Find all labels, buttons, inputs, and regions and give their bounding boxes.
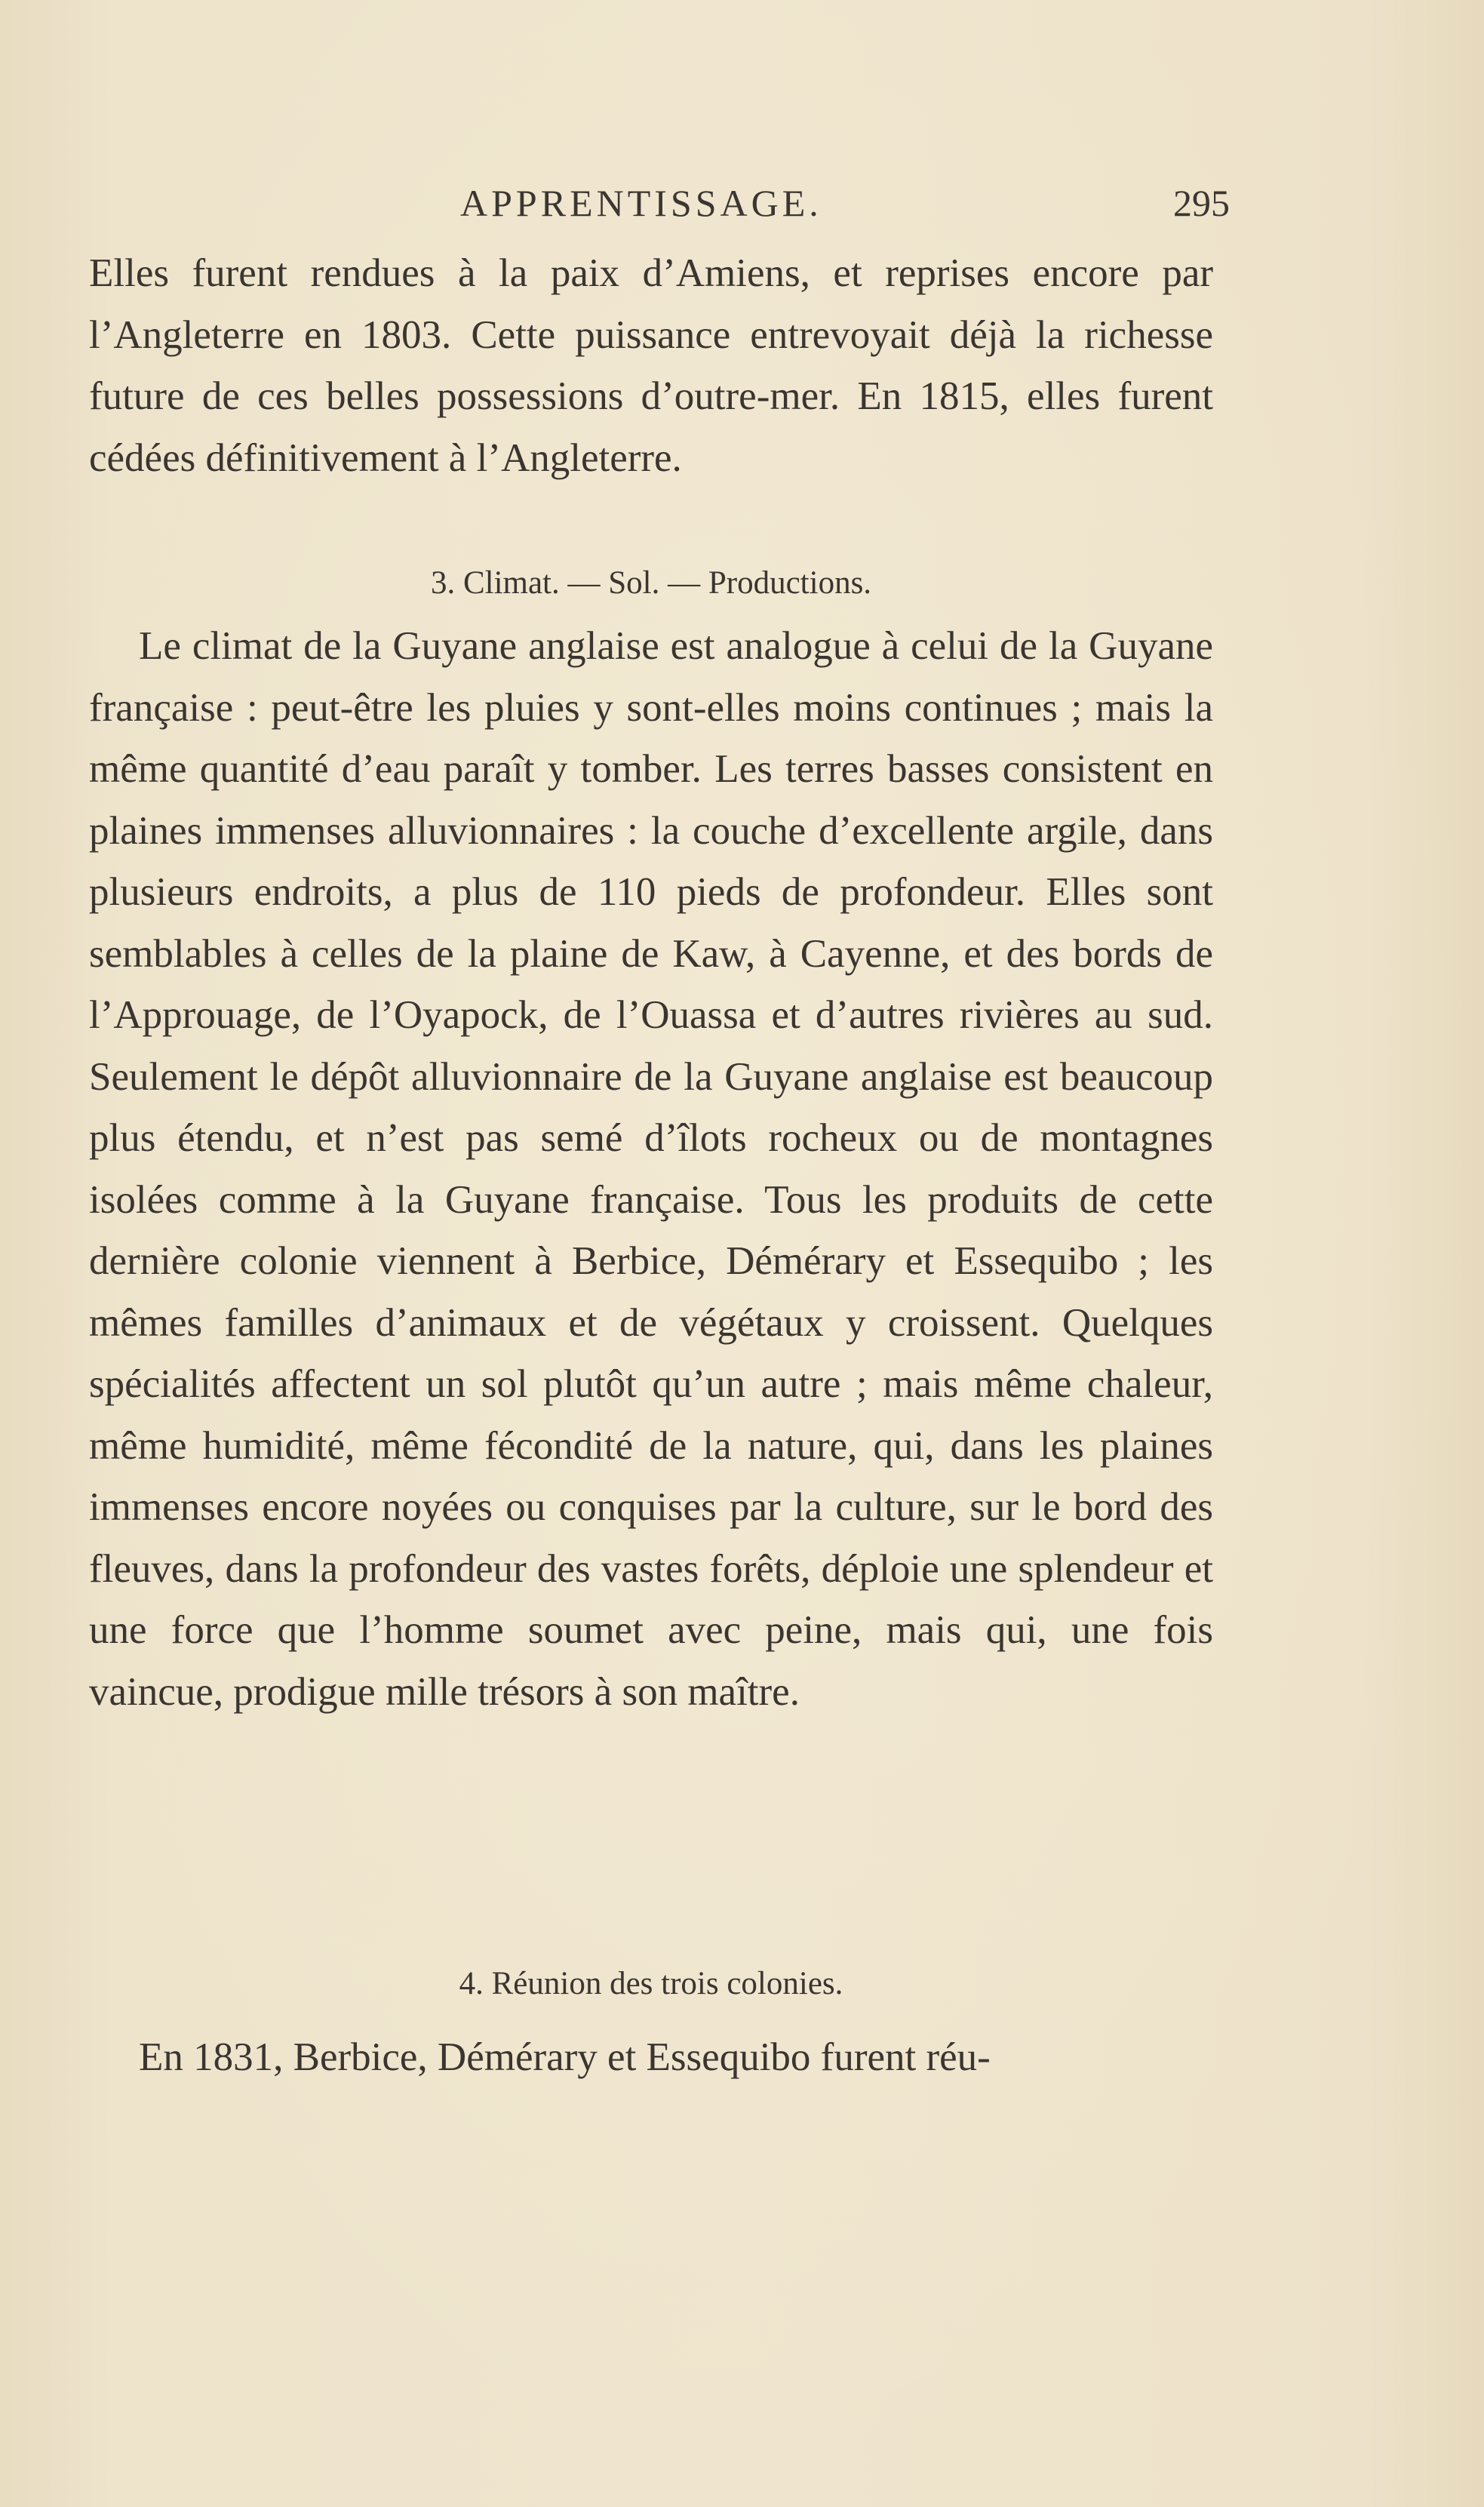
paragraph-climat: Le climat de la Guyane anglaise est analogue à celui de la Guyane française : peut-être les pluies y sont-elles moins continues ; mais la même quantité d’eau paraît y tomber. Les terres basses consistent en plaines immenses alluvionnaires : la couche d’excellente argile, dans plusieurs endroits, a plus de 110 pieds de profondeur. Elles sont semblables à celles de la plaine de Kaw, à Cayenne, et des bords de l’Approuage, de l’Oyapock, de l’Ouassa et d’autres rivières au sud. Seulement le dépôt alluvionnaire de la Guyane anglaise est beaucoup plus étendu, et n’est pas semé d’îlots rocheux ou de montagnes isolées comme à la Guyane française. Tous les produits de cette dernière colonie viennent à Berbice, Démérary et Essequibo ; les mêmes familles d’animaux et de végétaux y croissent. Quelques spécialités affectent un sol plutôt qu’un autre ; mais même chaleur, même humidité, même fécondité de la nature, qui, dans les plaines immenses encore noyées ou conquises par la culture, sur le bord des fleuves, dans la profondeur des vastes forêts, déploie une splendeur et une force que l’homme soumet avec peine, mais qui, une fois vaincue, prodigue mille trésors à son maître. <box>89 624 1213 1714</box>
running-title: APPRENTISSAGE. <box>460 182 822 224</box>
paragraph-reunion: En 1831, Berbice, Démérary et Essequibo furent réu- <box>139 2035 991 2079</box>
running-head <box>121 181 1230 234</box>
paragraph-cession: Elles furent rendues à la paix d’Amiens, et reprises encore par l’Angleterre en 1803. Cette puissance entrevoyait déjà la richesse future de ces belles possessions d’outre-mer. En 1815, elles furent cédées définitivement à l’Angleterre. <box>89 251 1213 480</box>
section-heading-reunion: 4. Réunion des trois colonies. <box>459 1966 843 2001</box>
section-heading-climat: 3. Climat. — Sol. — Productions. <box>430 565 872 601</box>
page-number: 295 <box>1173 182 1230 224</box>
